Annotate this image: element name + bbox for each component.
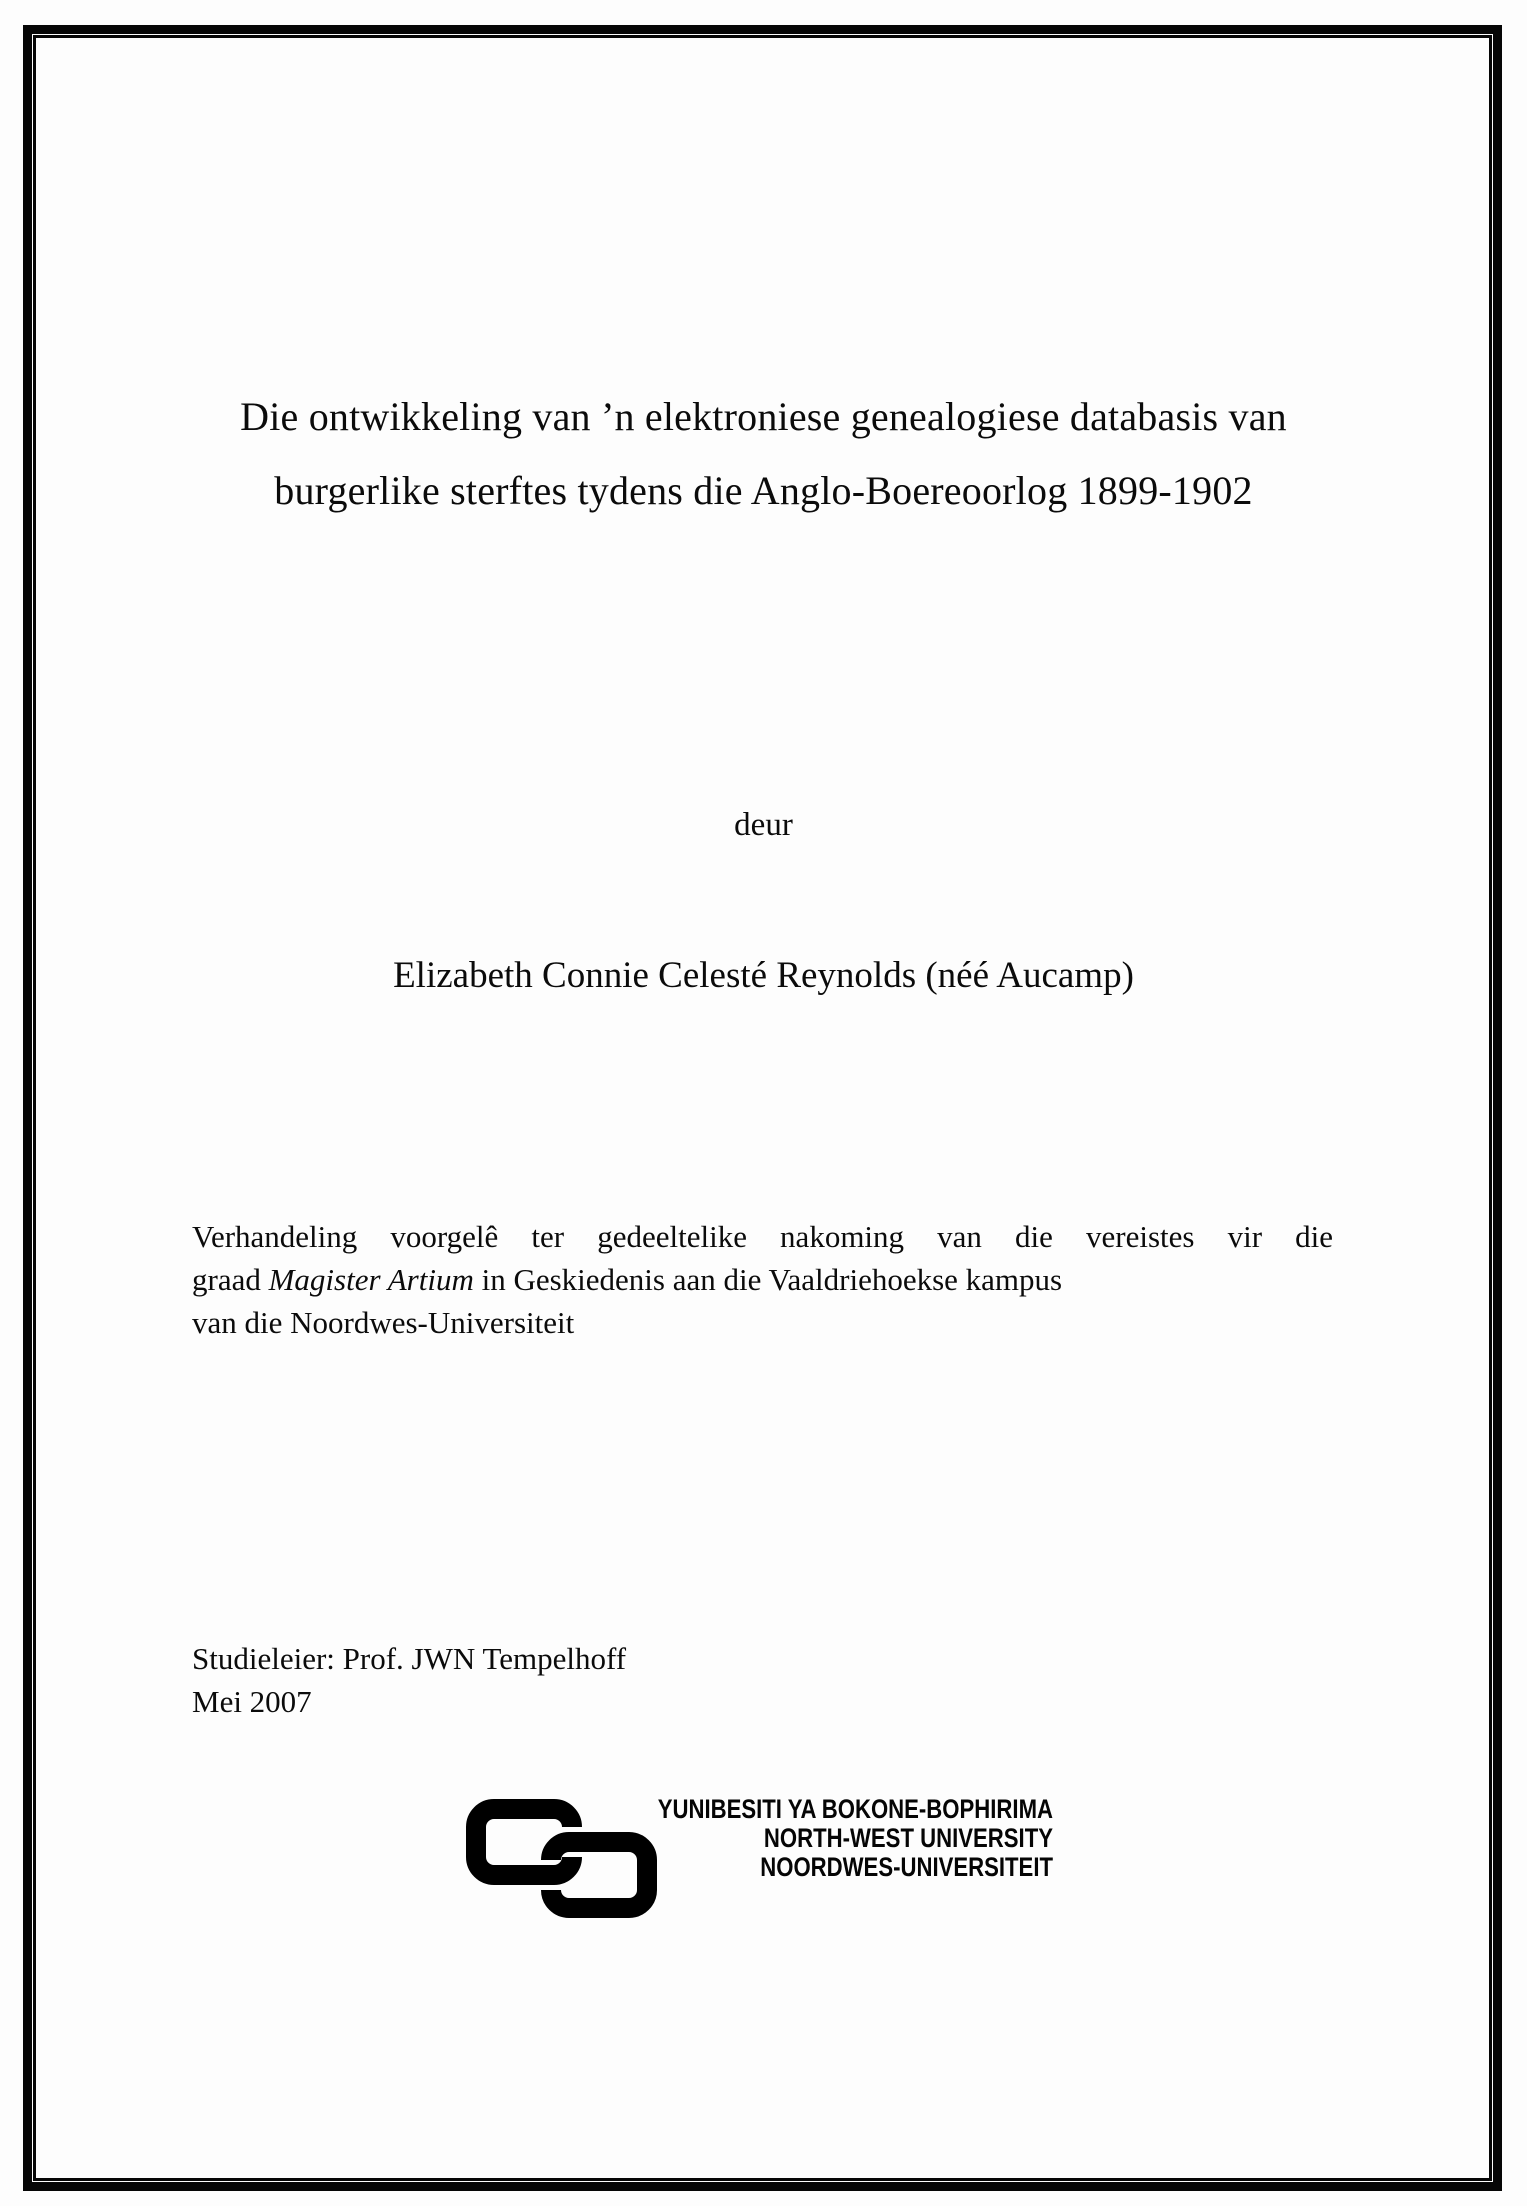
thesis-statement <box>192 1215 1333 1344</box>
thesis-title-line1: Die ontwikkeling van ’n elektroniese genealogiese databasis van <box>240 394 1287 439</box>
statement-line1: Verhandeling voorgelê ter gedeeltelike nakoming van die vereistes vir die <box>192 1219 1333 1254</box>
logo-wordmark-line3: NOORDWES-UNIVERSITEIT <box>760 1852 1053 1882</box>
nwu-chain-links-icon <box>464 1797 660 1923</box>
date-line: Mei 2007 <box>192 1684 312 1719</box>
thesis-title <box>0 380 1527 528</box>
author-name: Elizabeth Connie Celesté Reynolds (néé Aucamp) <box>393 955 1134 996</box>
thesis-title-line2: burgerlike sterftes tydens die Anglo-Boereoorlog 1899-1902 <box>274 468 1253 513</box>
statement-line2-suffix: in Geskiedenis aan die Vaaldriehoekse kampus <box>473 1262 1063 1297</box>
degree-name: Magister Artium <box>268 1262 474 1297</box>
statement-line3: van die Noordwes-Universiteit <box>192 1305 575 1340</box>
statement-line2-prefix: graad <box>192 1262 269 1297</box>
byline-deur: deur <box>734 807 793 843</box>
logo-wordmark <box>643 1795 1053 1882</box>
statement-line2 <box>192 1258 1333 1301</box>
logo-wordmark-line1: YUNIBESITI YA BOKONE-BOPHIRIMA <box>657 1794 1053 1824</box>
supervisor-line: Studieleier: Prof. JWN Tempelhoff <box>192 1641 627 1676</box>
logo-wordmark-line2: NORTH-WEST UNIVERSITY <box>763 1823 1053 1853</box>
